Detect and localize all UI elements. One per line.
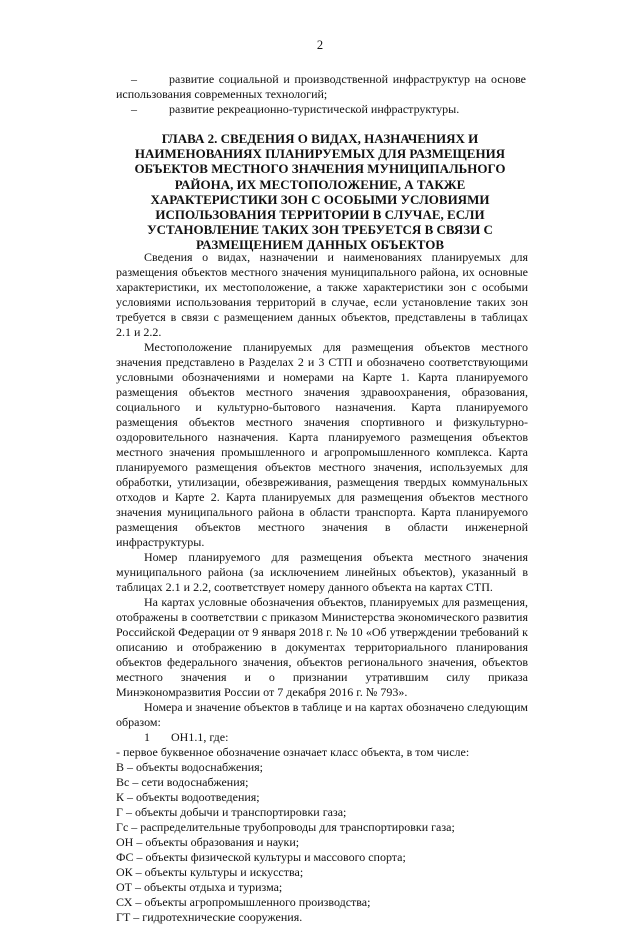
numbered-item: [116, 730, 528, 745]
class-list-item: ОК – объекты культуры и искусства;: [116, 865, 304, 879]
paragraph: Номера и значение объектов в таблице и на картах обозначено следующим образом:: [116, 700, 528, 729]
bullet-list: [116, 72, 526, 117]
class-list-item: К – объекты водоотведения;: [116, 790, 260, 804]
paragraph: На картах условные обозначения объектов, планируемых для размещения, отображены в соответствии с приказом Министерства экономического развития Российской Федерации от 9 января 2018 г. № 10 «Об утверждении требований к описанию и отображению в документах территориального планирования объектов федерального значения, объектов регионального значения, объектов местного значения и о признании утратившим силу приказа Минэкономразвития России от 7 декабря 2016 г. № 793».: [116, 595, 528, 699]
paragraph: Номер планируемого для размещения объекта местного значения муниципального района (за исключением линейных объектов), указанный в таблицах 2.1 и 2.2, соответствует номеру данного объекта на картах СТП.: [116, 550, 528, 594]
class-list-item: ГТ – гидротехнические сооружения.: [116, 910, 303, 924]
bullet-marker: –: [131, 102, 137, 116]
class-intro: - первое буквенное обозначение означает класс объекта, в том числе:: [116, 745, 470, 759]
bullet-text: развитие социальной и производственной инфраструктур на основе использования современных технологий;: [116, 72, 526, 101]
paragraph: Сведения о видах, назначении и наименованиях планируемых для размещения объектов местного значения муниципального района, их основные характеристики, их местоположение, а также характеристики зон с особыми условиями использования территорий в случае, если установление таких зон требуется в связи с размещением данных объектов, представлены в таблицах 2.1 и 2.2.: [116, 250, 528, 339]
item-number: 1: [144, 730, 150, 744]
bullet-item: [116, 102, 526, 117]
bullet-marker: –: [131, 72, 137, 86]
bullet-text: развитие рекреационно-туристической инфраструктуры.: [169, 102, 460, 116]
body-text: [116, 250, 528, 925]
class-list-item: Вс – сети водоснабжения;: [116, 775, 249, 789]
class-list-item: Г – объекты добычи и транспортировки газа;: [116, 805, 347, 819]
class-list-item: ОН – объекты образования и науки;: [116, 835, 300, 849]
class-list-item: СХ – объекты агропромышленного производства;: [116, 895, 371, 909]
class-list-item: ФС – объекты физической культуры и массового спорта;: [116, 850, 406, 864]
page-number: 2: [316, 38, 324, 52]
class-list-item: ОТ – объекты отдыха и туризма;: [116, 880, 283, 894]
item-text: ОН1.1, где:: [171, 730, 229, 744]
chapter-title: ГЛАВА 2. СВЕДЕНИЯ О ВИДАХ, НАЗНАЧЕНИЯХ И НАИМЕНОВАНИЯХ ПЛАНИРУЕМЫХ ДЛЯ РАЗМЕЩЕНИЯ ОБЪЕКТОВ МЕСТНОГО ЗНАЧЕНИЯ МУНИЦИПАЛЬНОГО РАЙОНА, ИХ МЕСТОПОЛОЖЕНИЕ, А ТАКЖЕ ХАРАКТЕРИСТИКИ ЗОН С ОСОБЫМИ УСЛОВИЯМИ ИСПОЛЬЗОВАНИЯ ТЕРРИТОРИИ В СЛУЧАЕ, ЕСЛИ УСТАНОВЛЕНИЕ ТАКИХ ЗОН ТРЕБУЕТСЯ В СВЯЗИ С РАЗМЕЩЕНИЕМ ДАННЫХ ОБЪЕКТОВ: [134, 131, 506, 253]
class-list-item: Гс – распределительные трубопроводы для транспортировки газа;: [116, 820, 455, 834]
class-list-item: В – объекты водоснабжения;: [116, 760, 263, 774]
paragraph: Местоположение планируемых для размещения объектов местного значения представлено в Разделах 2 и 3 СТП и обозначено соответствующими условными обозначениями и номерами на Карте 1. Карта планируемого размещения объектов местного значения здравоохранения, образования, социального и культурно-бытового назначения. Карта планируемого размещения объектов местного значения спортивного и физкультурно-оздоровительного назначения. Карта планируемого размещения объектов местного значения промышленного и агропромышленного комплекса. Карта планируемого размещения объектов местного значения, используемых для обработки, утилизации, обезвреживания, размещения твердых коммунальных отходов и Карте 2. Карта планируемых для размещения объектов местного значения муниципального района в области транспорта. Карта планируемого размещения объектов местного значения в области инженерной инфраструктуры.: [116, 340, 528, 549]
bullet-item: [116, 72, 526, 102]
